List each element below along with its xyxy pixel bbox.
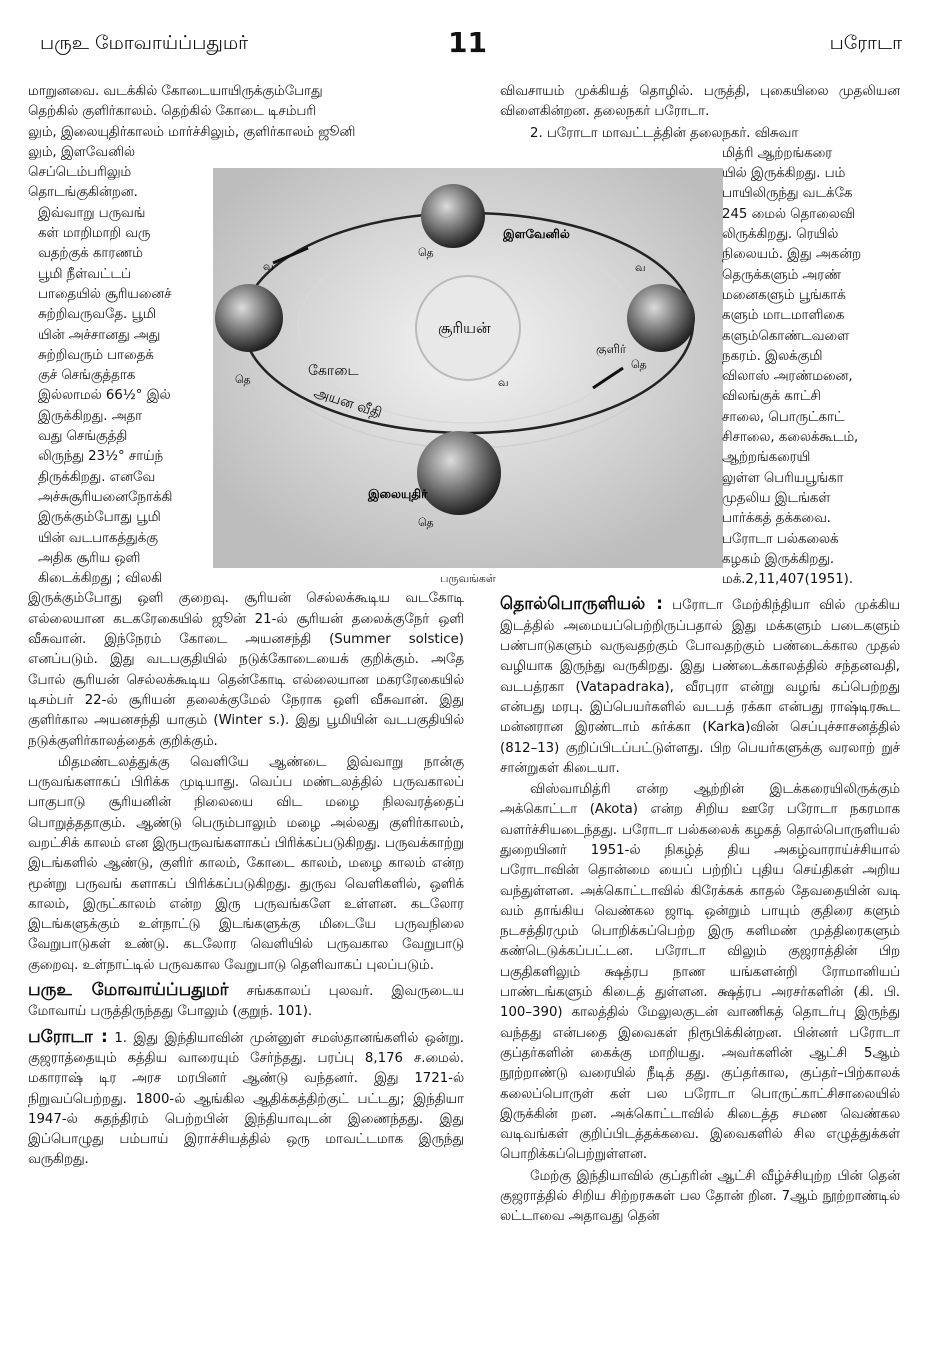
text-line: மக்.2,11,407(1951). [722, 572, 854, 588]
text-line: வது செங்குத்தி [38, 429, 128, 445]
label-summer: கோடை [308, 363, 359, 379]
section-heading: தொல்பொருளியல் : [500, 594, 663, 615]
text-line: இல்லாமல் 66½° இல் [38, 388, 171, 404]
left-para-4: மிதமண்டலத்துக்கு வெளியே ஆண்டை இவ்வாறு நான்கு பருவங்களாகப் பிரிக்க முடியாது. வெப்ப மண்டலத்தில் பருவகாலப் பாகுபாடு சூரியனின் நிலையை விட மழை நிலவரத்தைப் பொறுத்ததாகும். ஆண்டு பெரும்பாலும் மழை அல்லது குளிர்காலம், வறட்சிக் காலம் என இருபருவங்களாகப் பிரிக்கப்படுகிறது. பருவக்காற்று இடங்களில் ஆண்டு, குளிர் காலம், கோடை காலம், மழை காலம் என்ற மூன்று பருவங் களாகப் பிரிக்கப்படுகிறது. துருவ வெளிகளில், ஒளிக் காலம், இருட்காலம் என்ற இரு பருவங்களே உள்ளன. கடலோர இடங்களுக்கும் உள்நாட்டு இடங்களுக்கு மிடையே பருவநிலை வேறுபாடுகள் உண்டு. கடலோர வெளியில் பருவகால வேறுபாடு குறைவு. உள்நாட்டில் பருவகால வேறுபாடு தெளிவாகப் புலப்படும். [28, 754, 464, 973]
entry-baroda [28, 1027, 464, 1171]
text-line: லும், இலையுதிர்காலம் மார்ச்சிலும், குளிர்காலம் ஜூனி [28, 124, 356, 140]
entry-heading: பருஉ மோவாய்ப்பதுமர் [28, 980, 229, 1001]
text-line: லும், இளவேனில் [28, 144, 135, 160]
label-south-spring: தெ [418, 246, 434, 259]
text-line: சுற்றிவரும் பாதைக் [38, 347, 154, 363]
text-line: தொடங்குகின்றன. [28, 185, 138, 201]
text-line: மாறுனவை. வடக்கில் கோடையாயிருக்கும்போது [28, 84, 323, 99]
text-line: தெருக்களும் அரண் [722, 267, 841, 283]
text-line: நகரம். இலக்குமி [722, 348, 823, 364]
right-para-2 [722, 144, 900, 591]
globe-spring [421, 184, 485, 248]
label-north-winter: வ [498, 376, 509, 389]
label-south-autumn: தெ [631, 358, 647, 371]
page-header [0, 0, 940, 60]
text-line: லிருந்து 23½° சாய்ந் [38, 449, 164, 465]
label-autumn: குளிர் [596, 342, 627, 356]
section-text: பரோடா மேற்கிந்தியா வில் முக்கிய இடத்தில் அமையப்பெற்றிருப்பதால் இது மக்களும் படைகளும் பண்பாடுகளும் வருவதற்கும் போவதற்கும் பண்டைக்கால முதல் வழியாக இருந்து வருகிறது. இது பண்டைக்காலத்தில் சந்தனவதி, வடபத்ரகா (Vatapadraka), வீரபுரா என்று வழங் கப்பெற்றது என்பது மரபு. இப்பெயர்களில் வடபத் ரக்கா என்பது ராஷ்டிரகூட மன்னரான இரண்டாம் கர்க்கா (Karka)வின் செப்புச்சாசனத்தில் (812–13) குறிப்பிடப்பட்டுள்ளது. பிற பெயர்களுக்கு வரலாற் றுச் சான்றுகள் கிடையா. [500, 598, 901, 776]
entry-heading: பரோடா : [28, 1026, 108, 1047]
label-south-winter: தெ [418, 516, 434, 529]
left-para-3: இருக்கும்போது ஒளி குறைவு. சூரியன் செல்லக்கூடிய வடகோடி எல்லையான கடகரேகையில் ஜூன் 21-ல் சூரியன் தலைக்குநேர் ஒளி வீசுவான். இந்நேரம் கோடை அயனசந்தி (Summer solstice) எனப்படும். இது வடபகுதியில் நடுக்கோடையைக் குறிக்கும். அதே போல் சூரியன் செல்லக்கூடிய தென்கோடி எல்லையான மகரரேகையில் டிசம்பர் 22-ல் சூரியன் தலைக்குமேல் நேராக ஒளி வீசுவான். இது குளிர்கால அயனசந்தி யாகும் (Winter s.). இது பூமியின் வடபகுதியில் நடுக்குளிர்காலத்தைக் குறிக்கும். [28, 591, 464, 749]
text-line: மனைகளும் பூங்காக் [722, 287, 846, 303]
text-line: பார்க்கத் தக்கவை. [722, 511, 831, 527]
label-south-summer: தெ [235, 373, 251, 386]
text-line: பூமி நீள்வட்டப் [38, 266, 131, 282]
text-line: மித்ரி ஆற்றங்கரை [722, 145, 833, 161]
globe-winter [417, 431, 501, 515]
text-line: தெற்கில் குளிர்காலம். தெற்கில் கோடை டிசம்பரி [28, 104, 316, 120]
right-para-4: விஸ்வாமித்ரி என்ற ஆற்றின் இடக்கரையிலிருக்கும் அக்கொட்டா (Akota) என்ற சிறிய ஊரே பரோடா நகரமாக வளர்ச்சியடைந்தது. பரோடா பல்கலைக் கழகத் தொல்பொருளியல் துறையினர் 1951-ல் நிகழ்த் திய அகழ்வாராய்ச்சியால் பரோடாவின் தொன்மை யைப் பற்றிப் புதிய செய்திகள் அறிய வந்துள்ளன. அக்கொட்டாவில் கிரேக்கக் காதல் தேவதையின் வடி வம் தாங்கிய வெண்கல ஜாடி ஒன்றும் பாயும் குதிரை களும் நடசத்திரமும் பொறிக்கப்பெற்ற இரு களிமண் முத்திரைகளும் கண்டெடுக்கப்பட்டன. பரோடா விலும் குஜராத்தின் பிற பகுதிகளிலும் க்ஷத்ரப நாண யங்களன்றி ரோமானியப் பாண்டங்களும் கிடைத் துள்ளன. க்ஷத்ரப அரசர்களின் (கி. பி. 100–390) காலத்தில் மேலுலகுடன் வாணிகத் தொடர்பு இருந்து வந்தது என்பதை இவைகள் நிரூபிக்கின்றன. பின்னர் பரோடா குப்தர்களின் கைக்கு மாறியது. அவர்களின் ஆட்சி 5ஆம் நூற்றாண்டு வரையில் நீடித் தது. குப்தர்கால, குப்தர்–பிற்காலக் கலைப்பொருள் கள் பல பரோடா பொருட்காட்சிசாலையில் இருக்கின் றன. அக்கொட்டாவில் கிடைத்த சமண வெண்கல வடிவங்கள் குறிப்பிடத்தக்கவை. இவைகளில் சில எழுத்துக்கள் பொறிக்கப்பெற்றுள்ளன. [500, 782, 900, 1163]
text-line: இருக்கிறது. அதா [38, 408, 143, 424]
text-line: நிலையம். இது அகன்ற [722, 247, 862, 263]
text-line: யின் வடபாகத்துக்கு [38, 530, 158, 546]
text-line: பாயிலிருந்து வடக்கே [722, 186, 853, 202]
sun-label: சூரியன் [438, 319, 491, 337]
right-para-3 [500, 594, 900, 779]
text-line: ஆற்றங்கரையி [722, 450, 811, 466]
text-line: குச் செங்குத்தாக [38, 368, 136, 384]
running-head-left: பருஉ மோவாய்ப்பதுமர் [40, 32, 249, 54]
text-line: களும்கொண்டவளை [722, 328, 849, 344]
text-line: சாலை, பொருட்காட் [722, 409, 845, 425]
text-line: களும் மாடமாளிகை [722, 308, 845, 324]
label-orbit: அயன வீதி [311, 384, 384, 422]
running-head-right: பரோடா [829, 32, 902, 54]
right-para-1: விவசாயம் முக்கியத் தொழில். பருத்தி, புகையிலை முதலியன விளைகின்றன. தலைநகர் பரோடா. [500, 84, 900, 120]
entry-text: 1. இது இந்தியாவின் முன்னுள் சமஸ்தானங்களில் ஒன்று. குஜராத்தையும் கத்திய வாரையும் சேர்ந்தது. பரப்பு 8,176 ச.மைல். மகாராஷ் டிர அரச மரபினர் ஆண்டு வந்தனர். இது 1721-ல் நிறுவப்பெற்றது. 1800-ல் ஆங்கில ஆதிக்கத்திற்குட் பட்டது; இந்தியா 1947-ல் சுதந்திரம் பெற்றபின் இந்தியாவுடன் இணைந்தது. இது இப்பொழுது பம்பாய் இராச்சியத்தில் ஒரு மாவட்டமாக இருந்து வருகிறது. [28, 1030, 465, 1168]
right-column [500, 82, 900, 1229]
globe-summer [215, 284, 283, 352]
text-line: திருக்கிறது. எனவே [38, 469, 156, 485]
text-line: சிசாலை, கலைக்கூடம், [722, 430, 859, 446]
text-line: கழகம் இருக்கிறது. [722, 551, 835, 567]
text-line: விலங்குக் காட்சி [722, 389, 821, 405]
text-line: இவ்வாறு பருவங் [38, 205, 146, 221]
label-north-summer: வ [263, 260, 274, 273]
text-line: 245 மைல் தொலைவி [722, 206, 855, 222]
label-winter: இலையுதிர் [368, 487, 428, 501]
right-para-2-first: 2. பரோடா மாவட்டத்தின் தலைநகர். விசுவா [530, 125, 799, 141]
text-line: பரோடா பல்கலைக் [722, 531, 839, 547]
text-line: விலாஸ் அரண்மனை, [722, 369, 853, 385]
text-line: கள் மாறிமாறி வரு [38, 226, 151, 242]
label-north-autumn: வ [635, 261, 646, 274]
page-number: 11 [448, 26, 487, 59]
right-para-5: மேற்கு இந்தியாவில் குப்தரின் ஆட்சி வீழ்ச்சியுற்ற பின் தென் குஜராத்தில் சிறிய சிற்றரசுகள் பல தோன் றின. 7ஆம் நூற்றாண்டில் லட்டாவை அதாவது தென் [500, 1168, 900, 1225]
text-line: யின் அச்சானது அது [38, 327, 161, 343]
text-line: சுற்றிவருவதே. பூமி [38, 307, 156, 323]
text-line: பாதையில் சூரியனைச் [38, 286, 172, 302]
text-line: லுள்ள பெரியபூங்கா [722, 470, 844, 486]
text-line: லிருக்கிறது. ரெயில் [722, 227, 839, 243]
text-line: முதலிய இடங்கள் [722, 490, 831, 506]
text-line: யில் இருக்கிறது. பம் [722, 166, 846, 182]
entry-paruu [28, 980, 464, 1023]
text-line: செப்டெம்பரிலும் [28, 165, 132, 181]
text-line: அதிக சூரிய ஒளி [38, 550, 141, 566]
entry-text: சங்ககாலப் புலவர். இவருடைய மோவாய் பருத்திருந்தது போலும் (குறுந். 101). [28, 984, 464, 1020]
figure-caption: பருவங்கள் [440, 572, 496, 585]
text-line: கிடைக்கிறது ; விலகி [38, 571, 163, 587]
text-line: வதற்குக் காரணம் [38, 246, 143, 262]
label-spring: இளவேனில் [503, 227, 570, 241]
text-line: அச்சுசூரியனைநோக்கி [38, 489, 173, 505]
text-line: இருக்கும்போது பூமி [38, 510, 161, 526]
